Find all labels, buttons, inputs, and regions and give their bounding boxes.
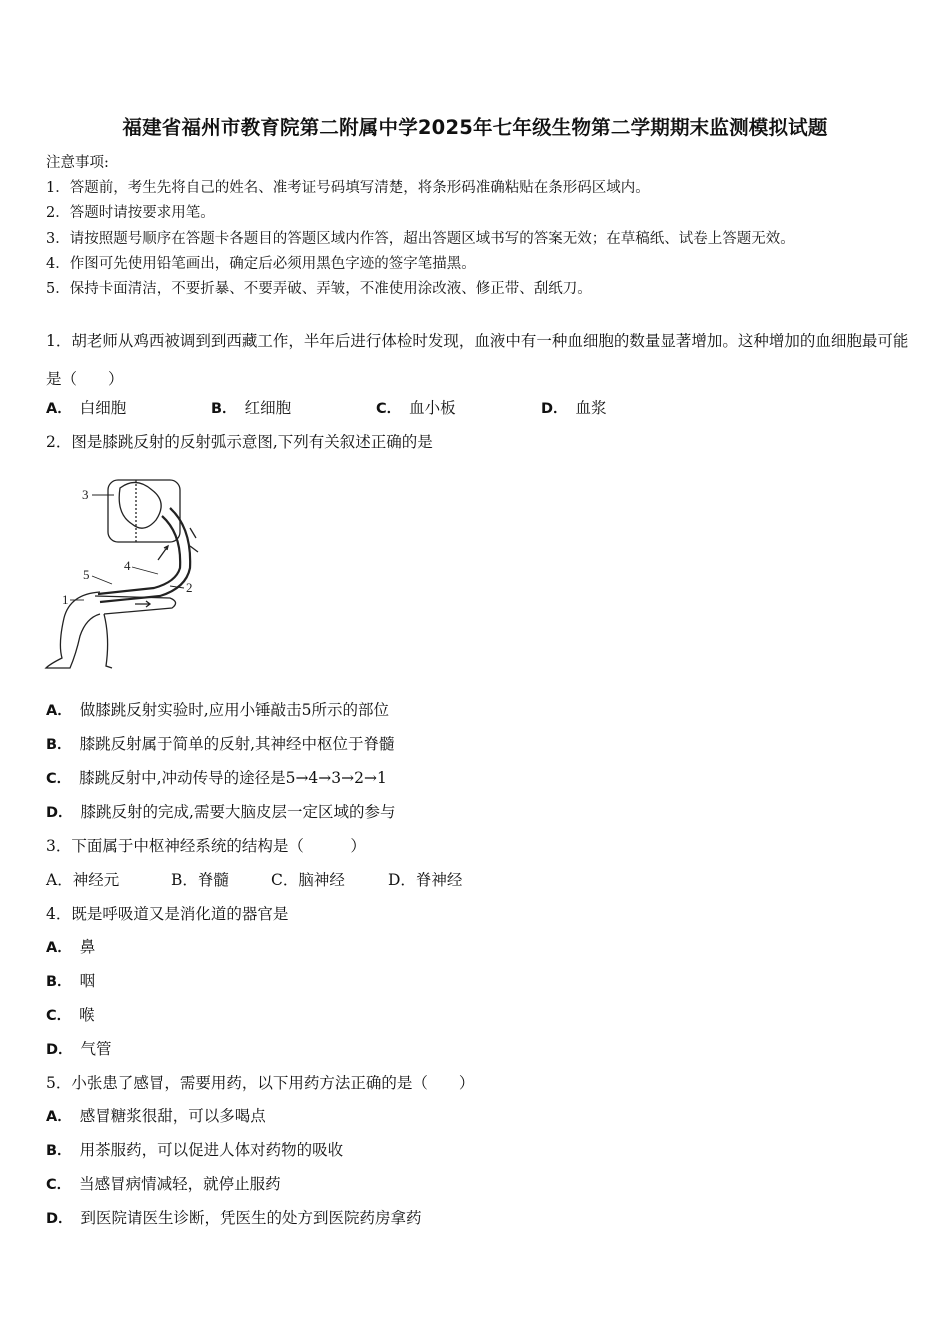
question-5-option-b: B． 用茶服药，可以促进人体对药物的吸收 — [46, 1141, 344, 1159]
label-4: 4 — [124, 558, 131, 573]
question-2-option-b: B． 膝跳反射属于简单的反射,其神经中枢位于脊髓 — [46, 735, 395, 753]
question-4-option-a: A． 鼻 — [46, 938, 96, 956]
question-4-option-b: B． 咽 — [46, 972, 96, 990]
note-item: 3．请按照题号顺序在答题卡各题目的答题区域内作答，超出答题区域书写的答案无效；在草稿纸、试卷上答题无效。 — [46, 230, 795, 247]
question-2-option-a: A． 做膝跳反射实验时,应用小锤敲击5所示的部位 — [46, 701, 390, 719]
label-3: 3 — [82, 487, 89, 502]
question-1-options — [46, 396, 607, 418]
question-2-option-d: D． 膝跳反射的完成,需要大脑皮层一定区域的参与 — [46, 803, 396, 821]
question-2-stem: 2．图是膝跳反射的反射弧示意图,下列有关叙述正确的是 — [46, 433, 433, 451]
option-a: A． 白细胞 — [46, 399, 127, 417]
note-item: 1．答题前，考生先将自己的姓名、准考证号码填写清楚，将条形码准确粘贴在条形码区域内。 — [46, 180, 650, 197]
note-item: 4．作图可先使用铅笔画出，确定后必须用黑色字迹的签字笔描黑。 — [46, 255, 476, 272]
label-1: 1 — [62, 592, 69, 607]
question-5-option-c: C． 当感冒病情减轻，就停止服药 — [46, 1175, 281, 1193]
grey-matter-shape — [119, 482, 161, 528]
question-5-option-d: D． 到医院请医生诊断，凭医生的处方到医院药房拿药 — [46, 1209, 422, 1227]
question-4-stem: 4．既是呼吸道又是消化道的器官是 — [46, 905, 289, 923]
question-5-option-a: A． 感冒糖浆很甜，可以多喝点 — [46, 1107, 266, 1125]
option-b: B．脊髓 — [171, 871, 229, 889]
note-item: 2．答题时请按要求用笔。 — [46, 205, 215, 222]
option-d: D．脊神经 — [388, 871, 463, 889]
spinal-cord-shape — [108, 480, 180, 542]
question-2-option-c: C． 膝跳反射中,冲动传导的途径是5→4→3→2→1 — [46, 769, 387, 787]
question-4-option-c: C． 喉 — [46, 1006, 95, 1024]
question-3-options — [46, 868, 462, 890]
option-c: C．脑神经 — [271, 871, 345, 889]
question-5-stem: 5．小张患了感冒，需要用药，以下用药方法正确的是（ ） — [46, 1074, 475, 1092]
reflex-arc-diagram — [40, 468, 210, 673]
page-title: 福建省福州市教育院第二附属中学2025年七年级生物第二学期期末监测模拟试题 — [122, 116, 828, 139]
option-b: B． 红细胞 — [211, 399, 292, 417]
question-1-stem: 1．胡老师从鸡西被调到到西藏工作，半年后进行体检时发现，血液中有一种血细胞的数量显著增加。这种增加的血细胞最可能是（ ） — [46, 332, 909, 388]
question-4-option-d: D． 气管 — [46, 1040, 112, 1058]
question-3-stem: 3．下面属于中枢神经系统的结构是（ ） — [46, 837, 366, 855]
option-a: A．神经元 — [46, 871, 120, 889]
option-d: D． 血浆 — [541, 399, 607, 417]
notes-heading: 注意事项: — [46, 155, 109, 171]
note-item: 5．保持卡面清洁，不要折暴、不要弄破、弄皱，不准使用涂改液、修正带、刮纸刀。 — [46, 281, 592, 298]
label-2: 2 — [186, 580, 193, 595]
label-5: 5 — [83, 567, 90, 582]
notes-section — [46, 151, 926, 302]
option-c: C． 血小板 — [376, 399, 456, 417]
